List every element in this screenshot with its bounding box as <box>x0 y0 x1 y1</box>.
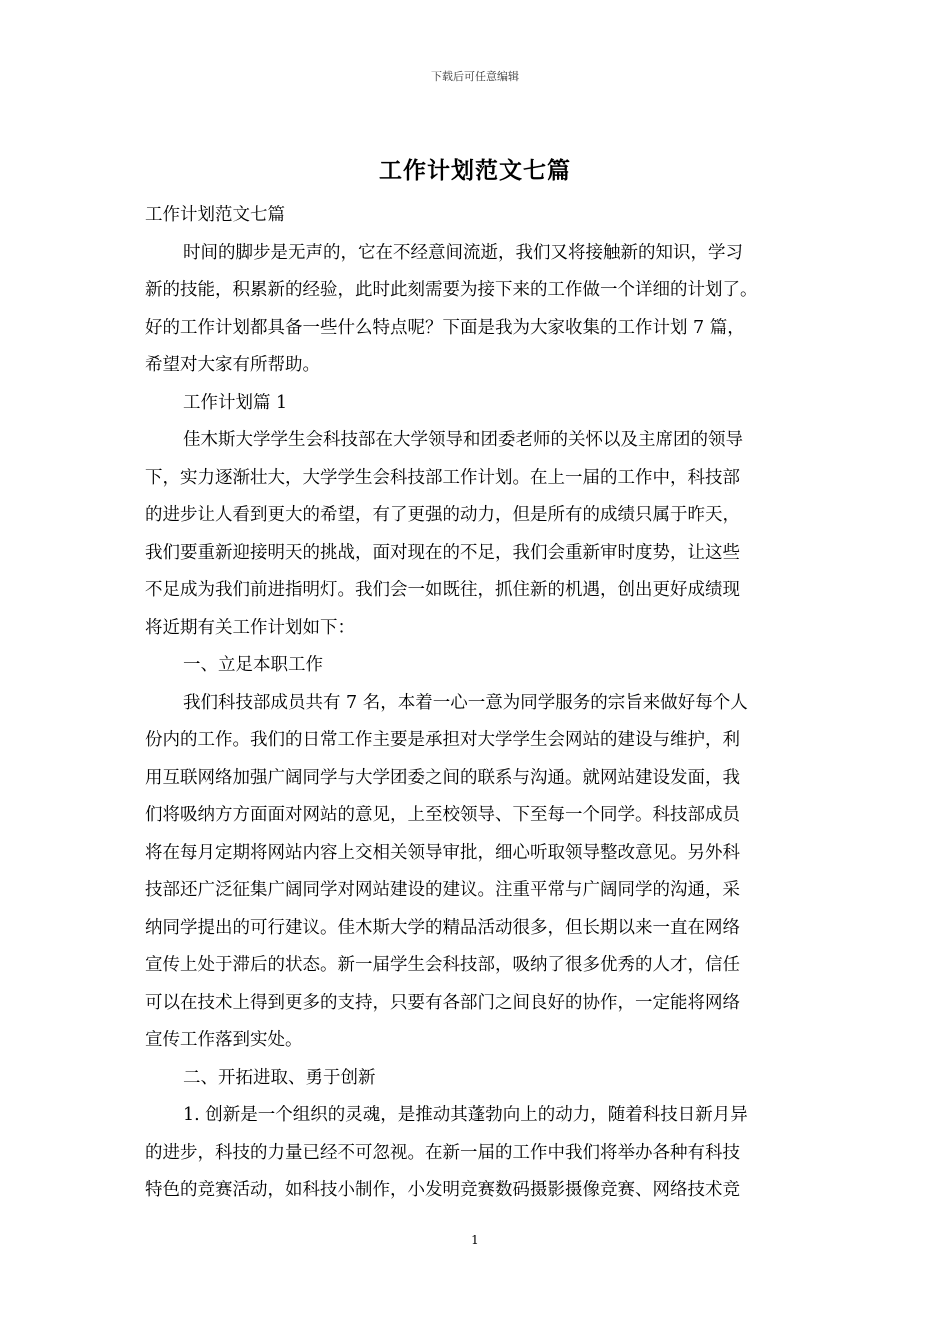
body-line: 纳同学提出的可行建议。佳木斯大学的精品活动很多，但长期以来一直在网络 <box>145 917 740 938</box>
document-body <box>145 197 815 1210</box>
body-line: 不足成为我们前进指明灯。我们会一如既往，抓住新的机遇，创出更好成绩现 <box>145 580 740 600</box>
body-line: 技部还广泛征集广阔同学对网站建设的建议。注重平常与广阔同学的沟通，采 <box>145 880 740 900</box>
body-line: 可以在技术上得到更多的支持，只要有各部门之间良好的协作，一定能将网络 <box>145 992 740 1013</box>
body-line: 下，实力逐渐壮大，大学学生会科技部工作计划。在上一届的工作中，科技部 <box>145 467 740 488</box>
body-line: 们将吸纳方方面面对网站的意见，上至校领导、下至每一个同学。科技部成员 <box>145 805 740 825</box>
body-line: 的进步让人看到更大的希望，有了更强的动力，但是所有的成绩只属于昨天， <box>145 505 740 525</box>
body-line: 1. 创新是一个组织的灵魂，是推动其蓬勃向上的动力，随着科技日新月异 <box>183 1105 748 1125</box>
body-line: 我们要重新迎接明天的挑战，面对现在的不足，我们会重新审时度势，让这些 <box>145 542 740 563</box>
body-line: 特色的竞赛活动，如科技小制作，小发明竞赛数码摄影摄像竞赛、网络技术竞 <box>145 1180 740 1200</box>
body-line: 新的技能，积累新的经验，此时此刻需要为接下来的工作做一个详细的计划了。 <box>145 280 758 300</box>
body-line: 将近期有关工作计划如下： <box>145 617 355 638</box>
page-number: 1 <box>471 1233 479 1247</box>
document-title: 工作计划范文七篇 <box>379 157 571 184</box>
body-line: 工作计划篇 1 <box>183 392 288 413</box>
body-line: 时间的脚步是无声的，它在不经意间流逝，我们又将接触新的知识，学习 <box>183 242 743 263</box>
body-line: 宣传上处于滞后的状态。新一届学生会科技部，吸纳了很多优秀的人才，信任 <box>145 955 740 975</box>
body-line: 希望对大家有所帮助。 <box>145 355 320 375</box>
body-line: 份内的工作。我们的日常工作主要是承担对大学学生会网站的建设与维护，利 <box>145 730 740 750</box>
body-line: 一、立足本职工作 <box>183 655 323 675</box>
body-line: 宣传工作落到实处。 <box>145 1030 303 1050</box>
body-line: 好的工作计划都具备一些什么特点呢？下面是我为大家收集的工作计划 7 篇， <box>145 317 745 338</box>
body-line: 二、开拓进取、勇于创新 <box>183 1067 376 1088</box>
header-note: 下载后可任意编辑 <box>431 70 519 83</box>
body-line: 工作计划范文七篇 <box>145 205 285 225</box>
body-line: 佳木斯大学学生会科技部在大学领导和团委老师的关怀以及主席团的领导 <box>183 430 743 450</box>
body-line: 将在每月定期将网站内容上交相关领导审批，细心听取领导整改意见。另外科 <box>145 842 740 863</box>
body-line: 用互联网络加强广阔同学与大学团委之间的联系与沟通。就网站建设发面，我 <box>145 767 740 788</box>
body-line: 的进步，科技的力量已经不可忽视。在新一届的工作中我们将举办各种有科技 <box>145 1142 740 1163</box>
body-line: 我们科技部成员共有 7 名，本着一心一意为同学服务的宗旨来做好每个人 <box>183 692 748 713</box>
